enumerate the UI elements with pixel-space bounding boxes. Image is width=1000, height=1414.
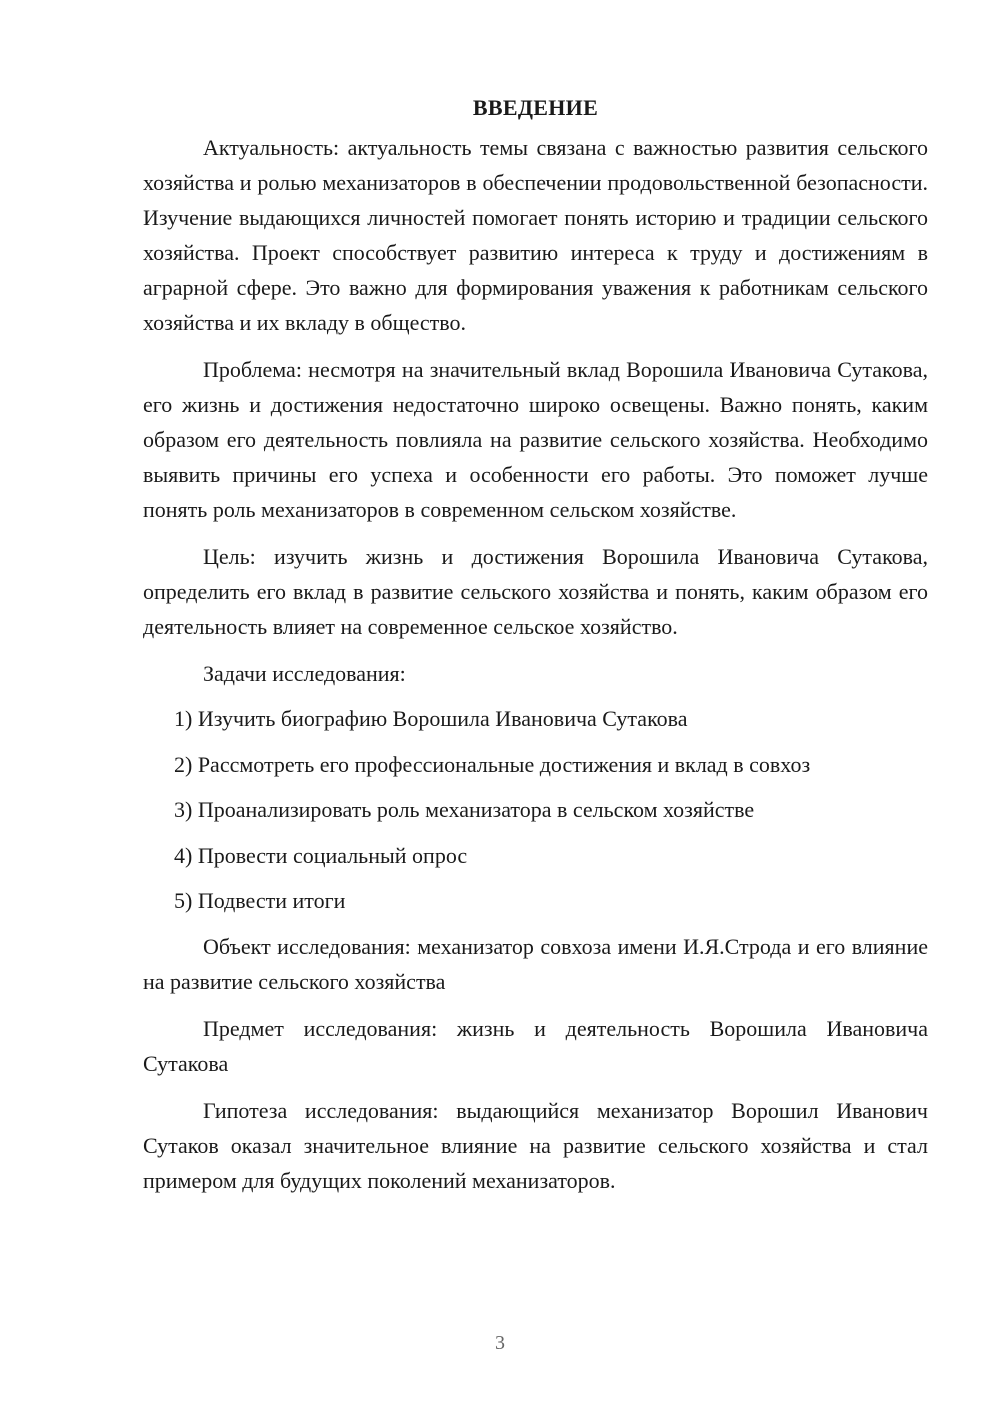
paragraph-problem: Проблема: несмотря на значительный вклад Ворошила Ивановича Сутакова, его жизнь и достижения недостаточно широко освещены. Важно понять, каким образом его деятельность повлияла на развитие сельского хозяйства. Необходимо выявить причины его успеха и особенности его работы. Это поможет лучше понять роль механизаторов в современном сельском хозяйстве. [143, 357, 928, 522]
tasks-list [143, 701, 928, 918]
task-item: 3) Проанализировать роль механизатора в сельском хозяйстве [174, 797, 755, 822]
paragraph-goal: Цель: изучить жизнь и достижения Ворошила Ивановича Сутакова, определить его вклад в развитие сельского хозяйства и понять, каким образом его деятельность влияет на современное сельское хозяйство. [143, 544, 928, 639]
page-number: 3 [495, 1332, 505, 1354]
document-title: ВВЕДЕНИЕ [472, 95, 599, 120]
task-item: 1) Изучить биографию Ворошила Ивановича Сутакова [174, 706, 688, 731]
paragraph-subject: Предмет исследования: жизнь и деятельность Ворошила Ивановича Сутакова [143, 1015, 928, 1076]
task-item: 2) Рассмотреть его профессиональные достижения и вклад в совхоз [174, 751, 811, 777]
tasks-heading: Задачи исследования: [203, 661, 406, 686]
paragraph-hypothesis: Гипотеза исследования: выдающийся механизатор Ворошил Иванович Сутаков оказал значительное влияние на развитие сельского хозяйства и стал примером для будущих поколений механизаторов. [143, 1097, 928, 1193]
document-page [143, 90, 928, 1210]
paragraph-relevance: Актуальность: актуальность темы связана с важностью развития сельского хозяйства и ролью механизаторов в обеспечении продовольственной безопасности. Изучение выдающихся личностей помогает понять историю и традиции сельского хозяйства. Проект способствует развитию интереса к труду и достижениям в аграрной сфере. Это важно для формирования уважения к работникам сельского хозяйства и их вкладу в общество. [143, 135, 928, 335]
paragraph-object: Объект исследования: механизатор совхоза имени И.Я.Строда и его влияние на развитие сельского хозяйства [143, 933, 928, 994]
task-item: 4) Провести социальный опрос [174, 842, 468, 868]
task-item: 5) Подвести итоги [174, 888, 346, 913]
